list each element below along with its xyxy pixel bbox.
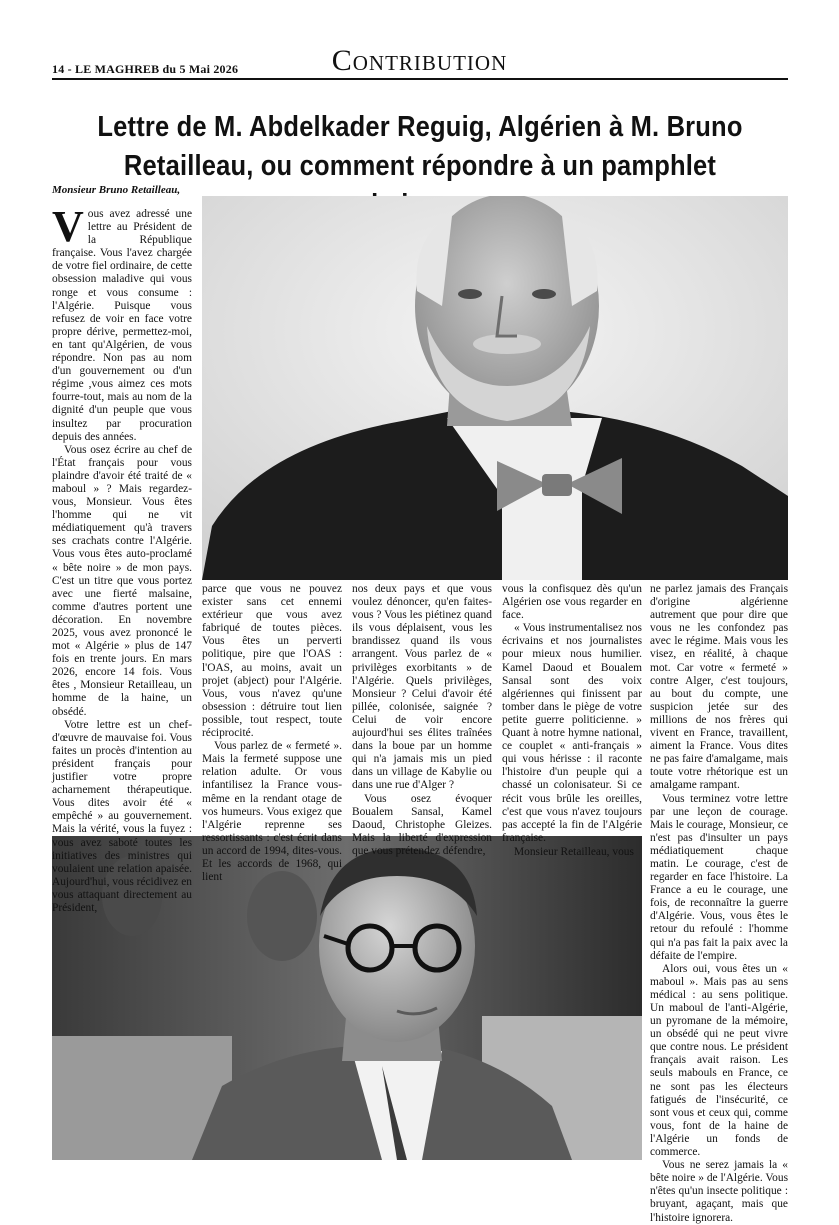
paragraph: Alors oui, vous êtes un « maboul ». Mais pas au sens médical : au sens politique. Un maboul de l'anti-Algérie, un pyromane de la mémoire, un obsédé qui ne peut vivre que contre nous. Le président français avait raison. Les seuls mabouls en France, ce ne sont pas les électeurs fatigués de l'insécurité, ce sont vous et ceux qui, comme vous, font de la haine de l'Algérie un fonds de commerce. <box>650 962 788 1159</box>
paragraph: parce que vous ne pouvez exister sans cet ennemi extérieur que vous avez fabriqué de toutes pièces. Vous êtes un perverti politique, pire que l'OAS : l'OAS, au moins, avait un projet (abject) pour l'Algérie. Vous, vous n'avez qu'une obsession : détruire tout lien possible, tout respect, toute réciprocité. <box>202 583 342 740</box>
salutation: Monsieur Bruno Retailleau, <box>52 184 181 196</box>
paragraph: nos deux pays et que vous voulez dénoncer, qu'en faites-vous ? Vous les piétinez quand ils vous déplaisent, vous les brandissez quand ils vous arrangent. Vous parlez de « privilèges exorbitants » de l'Algérie. Quels privilèges, Monsieur ? Celui d'avoir été pillée, colonisée, saignée ? Celui de voir encore aujourd'hui ses élites traînées dans la boue par un homme qui n'a jamais mis un pied dans un village de Kabylie ou dans une rue d'Alger ? <box>352 583 492 792</box>
paragraph: vous la confisquez dès qu'un Algérien ose vous regarder en face. <box>502 583 642 622</box>
article-column-1 <box>52 202 192 915</box>
article-column-4 <box>502 583 642 859</box>
paragraph: Monsieur Retailleau, vous <box>514 845 634 858</box>
header-rule <box>52 78 788 80</box>
article-column-2 <box>202 583 342 884</box>
paragraph <box>52 202 192 444</box>
paragraph: Vous osez écrire au chef de l'État français pour vous plaindre d'avoir été traité de « maboul » ? Mais regardez-vous, Monsieur. Vous êtes l'homme qui ne vit médiatiquement qu'à travers ses crachats contre l'Algérie. Vous vous êtes auto-proclamé « bête noire » de mon pays. C'est un titre que vous portez avec une fierté malsaine, comme d'autres portent une décoration. En novembre 2025, vous avez prononcé le mot « Algérie » plus de 147 fois en trente jours. En mars 2026, encore 14 fois. Vous êtes , Monsieur Retailleau, un homme de la haine, un obsédé. <box>52 443 192 718</box>
paragraph: Vous osez évoquer Boualem Sansal, Kamel Daoud, Christophe Gleizes. Mais la liberté d'expression que vous prétendez défendre, <box>352 792 492 857</box>
paragraph: Vous terminez votre lettre par une leçon de courage. Mais le courage, Monsieur, ce n'est pas d'insulter un pays médiatiquement chaque matin. Le courage, c'est de regarder en face l'histoire. La France a eu le courage, une fois, de reconnaître la guerre d'Algérie. Vous, vous êtes le retour du refoulé : l'homme qui n'a pas fait la paix avec la défaite de l'empire. <box>650 792 788 962</box>
headline-line-2: Retailleau, ou comment répondre à un pamphlet <box>123 150 717 182</box>
paragraph: ne parlez jamais des Français d'origine algérienne autrement que pour dire que vous ne les confondez pas avec le régime. Mais vous les visez, en réalité, à chaque mot. Car votre « fermeté » contre Alger, c'est toujours, au bout du compte, une suspicion jetée sur des millions de nos frères qui vivent en France, travaillent, aiment la France. Vous dites ne pas faire d'amalgame, mais toute votre rhétorique est un amalgame rampant. <box>650 583 788 792</box>
paragraph: « Vous instrumentalisez nos écrivains et nos journalistes pour mieux nous humilier. Kamel Daoud et Boualem Sansal sont des voix algériennes qui finissent par tomber dans le piège de votre petite guerre politicienne. » Quant à notre hymne national, ce couplet « anti-français » qui vous hérisse : il raconte l'histoire d'un peuple qui a chassé un colonisateur. Si ce récit vous brûle les oreilles, c'est que vous n'avez toujours pas accepté la fin de l'Algérie française. <box>502 622 642 844</box>
section-title: Contribution <box>331 44 508 77</box>
paragraph: Votre lettre est un chef-d'œuvre de mauvaise foi. Vous faites un procès d'intention au président français pour justifier votre propre acharnement thérapeutique. Vous dites avoir été « empêché » au gouvernement. Mais la vérité, vous la fuyez : vous avez saboté toutes les initiatives des ministres qui voulaient une relation apaisée. Aujourd'hui, vous récidivez en vous attaquant directement au Président, <box>52 718 192 914</box>
elderly-man-portrait-image <box>202 196 788 580</box>
headline-line-1: Lettre de M. Abdelkader Reguig, Algérien à M. Bruno <box>97 111 743 143</box>
drop-cap: V <box>52 202 84 251</box>
portrait-photo-top <box>202 196 788 580</box>
paragraph-text: ous avez adressé une lettre au Président de la République française. Vous l'avez chargée de votre fiel ordinaire, de cette obsession maladive qui vous ronge et vous consume : l'Algérie. Puisque vous refusez de voir en face votre propre dérive, permettez-moi, en tant qu'Algérien, de vous répondre. Non pas au nom d'un gouvernement ou d'un régime ,vous aimez ces mots fourre-tout, mais au nom de la dignité d'un peuple que vous insultez par procuration depuis des années. <box>52 208 192 443</box>
paragraph: Vous ne serez jamais la « bête noire » de l'Algérie. Vous n'êtes qu'un insecte politique : bruyant, agaçant, mais que l'histoire ignorera. <box>650 1159 788 1224</box>
article-column-5 <box>650 583 788 1225</box>
paragraph: Vous parlez de « fermeté ». Mais la fermeté suppose une relation adulte. Or vous infantilisez la France vous-même en la rendant otage de vos humeurs. Vous exigez que l'Algérie reprenne ses ressortissants : c'est écrit dans un accord de 1994, dites-vous. Et les accords de 1968, qui lient <box>202 740 342 884</box>
article-column-3 <box>352 583 492 858</box>
page-info: 14 - LE MAGHREB du 5 Mai 2026 <box>52 62 239 76</box>
